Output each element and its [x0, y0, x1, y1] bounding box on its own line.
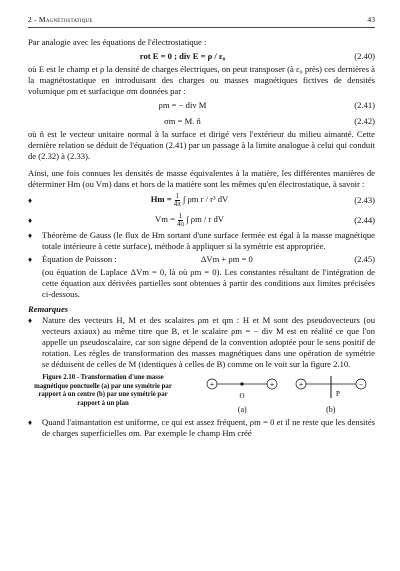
equation-2-43	[28, 190, 375, 210]
equation-number: (2.44)	[354, 214, 375, 225]
equation-body: rot E = 0 ; div E = ρ / ε₀	[139, 50, 226, 61]
equation-number: (2.42)	[354, 115, 375, 126]
equation-2-42	[28, 113, 375, 129]
equation-2-41	[28, 97, 375, 113]
bullet-aimantation-uniforme	[28, 417, 375, 439]
equation-body: $Vm = \frac{1}{4\pi}$ ∫ ρm / r dV	[155, 212, 224, 228]
charge-sign-b-left: +	[298, 380, 304, 389]
equation-number: (2.40)	[354, 50, 375, 61]
figure-2-10	[28, 374, 375, 415]
equation-body: $Hm = \frac{1}{4\pi}$ ∫ ρm r / r³ dV	[150, 192, 229, 208]
bullet-text: Nature des vecteurs H, M et des scalaires ρm et qm : H et M sont des pseudovecteurs (ou vecteurs axiaux) au même titre que B, et le scalaire ρm = − div M est en réalité ce que l'on appelle un pseudoscalaire, car son signe dépend de la convention adoptée pour le sens positif de rotation. Les règles de transformation des masses magnétiques dans une opération de symétrie se déduisent de celles de M (identiques à celles de B) comme on le voit sur la figure 2.10.	[42, 315, 375, 369]
equation-body: ρm = − div M	[158, 99, 207, 110]
equation-2-44	[28, 210, 375, 230]
remarks-heading: Remarques	[28, 304, 69, 314]
running-header	[28, 14, 375, 28]
bullet-icon: ♦	[28, 418, 33, 427]
equation-body: ΔVm + ρm = 0	[200, 254, 253, 264]
figure-art	[178, 374, 375, 415]
bullet-icon: ♦	[28, 316, 33, 325]
bullet-icon: ♦	[28, 215, 33, 225]
paragraph-transposer: où E est le champ et ρ la densité de charges électriques, on peut transposer (à ε₀ près) ces dernières à la magnétostatique en introduisant des charges ou masses magnétiques fictives de densités volumique ρm et surfacique σm données par :	[28, 64, 375, 96]
equation-number: (2.45)	[354, 254, 375, 264]
paragraph-vecteur-normal: où n̂ est le vecteur unitaire normal à la surface et dirigé vers l'extérieur du milieu aimanté. Cette dernière relation se déduit de l'équation (2.41) par un passage à la limite analogue à celui qui conduit de (2.32) à (2.33).	[28, 129, 375, 161]
bullet-icon: ♦	[28, 231, 33, 240]
bullet-gauss	[28, 230, 375, 252]
paragraph-analogie: Par analogie avec les équations de l'électrostatique :	[28, 37, 207, 47]
plane-label: P	[335, 390, 340, 398]
figure-panel-a	[204, 374, 280, 415]
charge-sign-b-right: −	[358, 380, 364, 389]
fraction: $\frac{1}{4\pi}$	[177, 212, 185, 228]
panel-a-label: (a)	[237, 405, 247, 414]
figure-caption: Figure 2.10 - Transformation d'une masse magnétique ponctuelle (a) par une symétrie par rapport à un centre (b) par une symétrie par rapport à un plan	[34, 374, 172, 407]
equation-number: (2.43)	[354, 194, 375, 205]
document-page	[28, 14, 375, 439]
equation-2-40	[28, 48, 375, 64]
page-number: 43	[367, 15, 375, 24]
paragraph-ainsi: Ainsi, une fois connues les densités de masse équivalentes à la matière, les différentes manières de déterminer Hm (ou Vm) dans et hors de la matière sont les mêmes qu'en électrostatique, à savoir :	[28, 168, 375, 189]
figure-panel-b	[293, 374, 369, 415]
bullet-nature-vecteurs	[28, 315, 375, 370]
equation-2-45	[28, 252, 375, 267]
bullet-text: Quand l'aimantation est uniforme, ce qui est assez fréquent, ρm = 0 et il ne reste que les densités de charges superficielles σm. Par exemple le champ Hm créé	[42, 417, 375, 438]
bullet-icon: ♦	[28, 195, 33, 205]
panel-b-label: (b)	[326, 405, 336, 414]
bullet-icon: ♦	[28, 255, 33, 264]
plane-symmetry-diagram	[293, 374, 369, 404]
central-symmetry-diagram	[204, 374, 280, 404]
paragraph-laplace: (ou équation de Laplace ΔVm = 0, là où ρm = 0). Les constantes résultant de l'intégration de cette équation aux dérivées partielles sont obtenues à partir des conditions aux limites précisées ci-dessous.	[42, 267, 375, 299]
equation-body: σm = M. n̂	[164, 115, 201, 126]
charge-sign-a-left: +	[209, 380, 215, 389]
bullet-text: Théorème de Gauss (le flux de Hm sortant d'une surface fermée est égal à la masse magnétique totale intérieure à cette surface), méthode à appliquer si la symétrie est appropriée.	[42, 230, 375, 251]
section-title: 2 - Magnétostatique	[28, 15, 93, 24]
fraction: $\frac{1}{4\pi}$	[173, 192, 181, 208]
poisson-label: Équation de Poisson :	[42, 254, 117, 264]
charge-sign-a-right: +	[269, 380, 275, 389]
center-point-label: O	[239, 392, 245, 400]
equation-number: (2.41)	[354, 99, 375, 110]
